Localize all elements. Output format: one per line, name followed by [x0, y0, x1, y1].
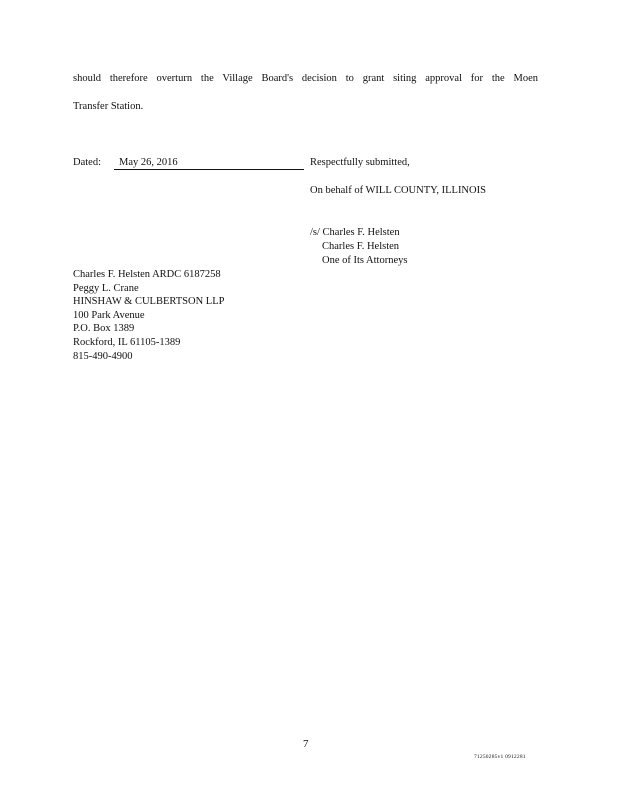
attorney-line: HINSHAW & CULBERTSON LLP	[73, 296, 225, 308]
on-behalf-text: On behalf of WILL COUNTY, ILLINOIS	[310, 185, 486, 196]
paragraph-line-2: Transfer Station.	[73, 101, 144, 112]
attorney-line: 815-490-4900	[73, 350, 133, 362]
attorney-address-block	[73, 268, 224, 363]
attorney-line: P.O. Box 1389	[73, 323, 135, 335]
attorney-line: Peggy L. Crane	[73, 282, 139, 294]
document-id: 71250285v1 0912281	[474, 754, 526, 760]
closing-text: Respectfully submitted,	[310, 157, 410, 168]
electronic-signature: /s/ Charles F. Helsten	[310, 227, 400, 238]
attorney-line: Charles F. Helsten ARDC 6187258	[73, 269, 221, 280]
signer-role: One of Its Attorneys	[322, 255, 408, 266]
attorney-line: 100 Park Avenue	[73, 309, 145, 321]
attorney-line: Rockford, IL 61105-1389	[73, 336, 181, 348]
dated-label: Dated:	[73, 157, 101, 168]
signature-block	[310, 226, 407, 268]
dated-value: May 26, 2016	[114, 157, 304, 170]
paragraph-line-1: should therefore overturn the Village Board's decision to grant siting approval for the Moen	[73, 73, 538, 84]
signer-name: Charles F. Helsten	[322, 241, 400, 252]
page-number: 7	[303, 738, 309, 750]
